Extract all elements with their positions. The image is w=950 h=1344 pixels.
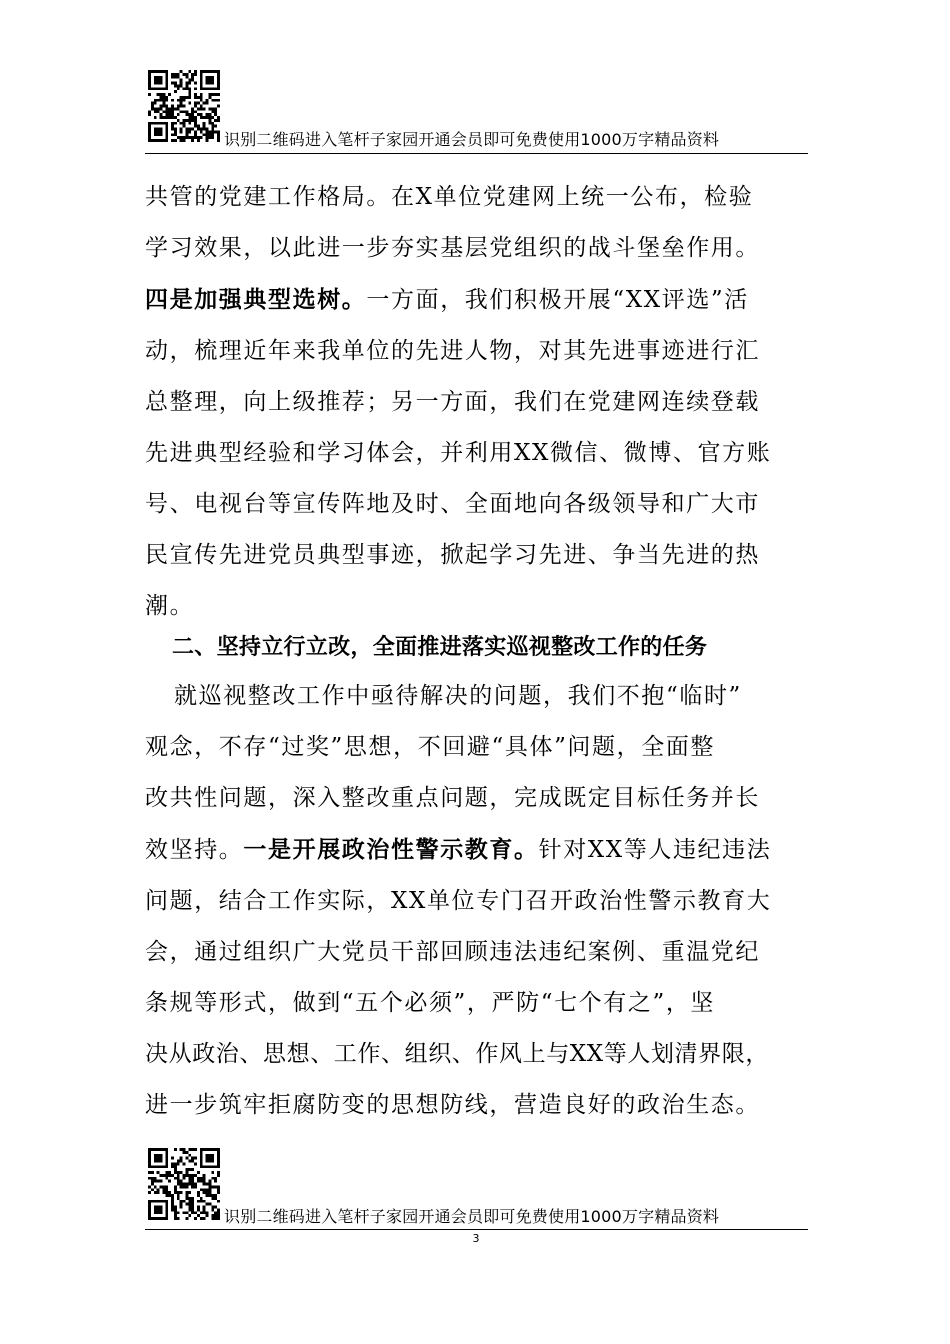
header-banner: 识别二维码进入笔杆子家园开通会员即可免费使用1000万字精品资料 xyxy=(224,130,720,149)
body-line: 民宣传先进党员典型事迹，掀起学习先进、争当先进的热 xyxy=(145,542,760,568)
body-line: 进一步筑牢拒腐防变的思想防线，营造良好的政治生态。 xyxy=(145,1092,760,1118)
section-heading: 二、坚持立行立改，全面推进落实巡视整改工作的任务 xyxy=(172,635,708,660)
body-line: 观念，不存“过奖”思想，不回避“具体”问题，全面整 xyxy=(145,734,716,760)
body-line: 条规等形式，做到“五个必须”，严防“七个有之”，坚 xyxy=(145,990,716,1016)
body-line: 就巡视整改工作中亟待解决的问题，我们不抱“临时” xyxy=(174,683,742,709)
footer-rule xyxy=(145,1229,808,1230)
body-line: 改共性问题，深入整改重点问题，完成既定目标任务并长 xyxy=(145,785,760,811)
header-qr-code xyxy=(148,70,220,142)
document-body-section-1 xyxy=(145,172,815,632)
body-line: 学习效果，以此进一步夯实基层党组织的战斗堡垒作用。 xyxy=(145,235,760,261)
body-line: 动，梳理近年来我单位的先进人物，对其先进事迹进行汇 xyxy=(145,338,760,364)
body-line: 会，通过组织广大党员干部回顾违法违纪案例、重温党纪 xyxy=(145,939,760,965)
body-line: 四是加强典型选树。一方面，我们积极开展“XX评选”活 xyxy=(145,286,749,313)
header-rule xyxy=(145,153,808,154)
body-line: 决从政治、思想、工作、组织、作风上与XX等人划清界限， xyxy=(145,1041,769,1067)
footer-qr-code xyxy=(148,1148,220,1220)
page-number: 3 xyxy=(472,1232,480,1245)
body-line: 先进典型经验和学习体会，并利用XX微信、微博、官方账 xyxy=(145,440,772,466)
document-body-section-2 xyxy=(145,671,815,1131)
body-line: 共管的党建工作格局。在X单位党建网上统一公布，检验 xyxy=(145,184,754,210)
bold-lead: 四是加强典型选树。 xyxy=(145,286,367,313)
bold-lead: 一是开展政治性警示教育。 xyxy=(243,836,539,863)
footer-banner: 识别二维码进入笔杆子家园开通会员即可免费使用1000万字精品资料 xyxy=(224,1207,720,1226)
qr-code-icon xyxy=(148,70,220,142)
body-line: 问题，结合工作实际，XX单位专门召开政治性警示教育大 xyxy=(145,888,772,914)
body-line: 总整理，向上级推荐；另一方面，我们在党建网连续登载 xyxy=(145,389,760,415)
body-line: 效坚持。一是开展政治性警示教育。针对XX等人违纪违法 xyxy=(145,836,772,863)
body-line: 号、电视台等宣传阵地及时、全面地向各级领导和广大市 xyxy=(145,491,760,517)
body-line: 潮。 xyxy=(145,593,195,619)
qr-code-icon xyxy=(148,1148,220,1220)
